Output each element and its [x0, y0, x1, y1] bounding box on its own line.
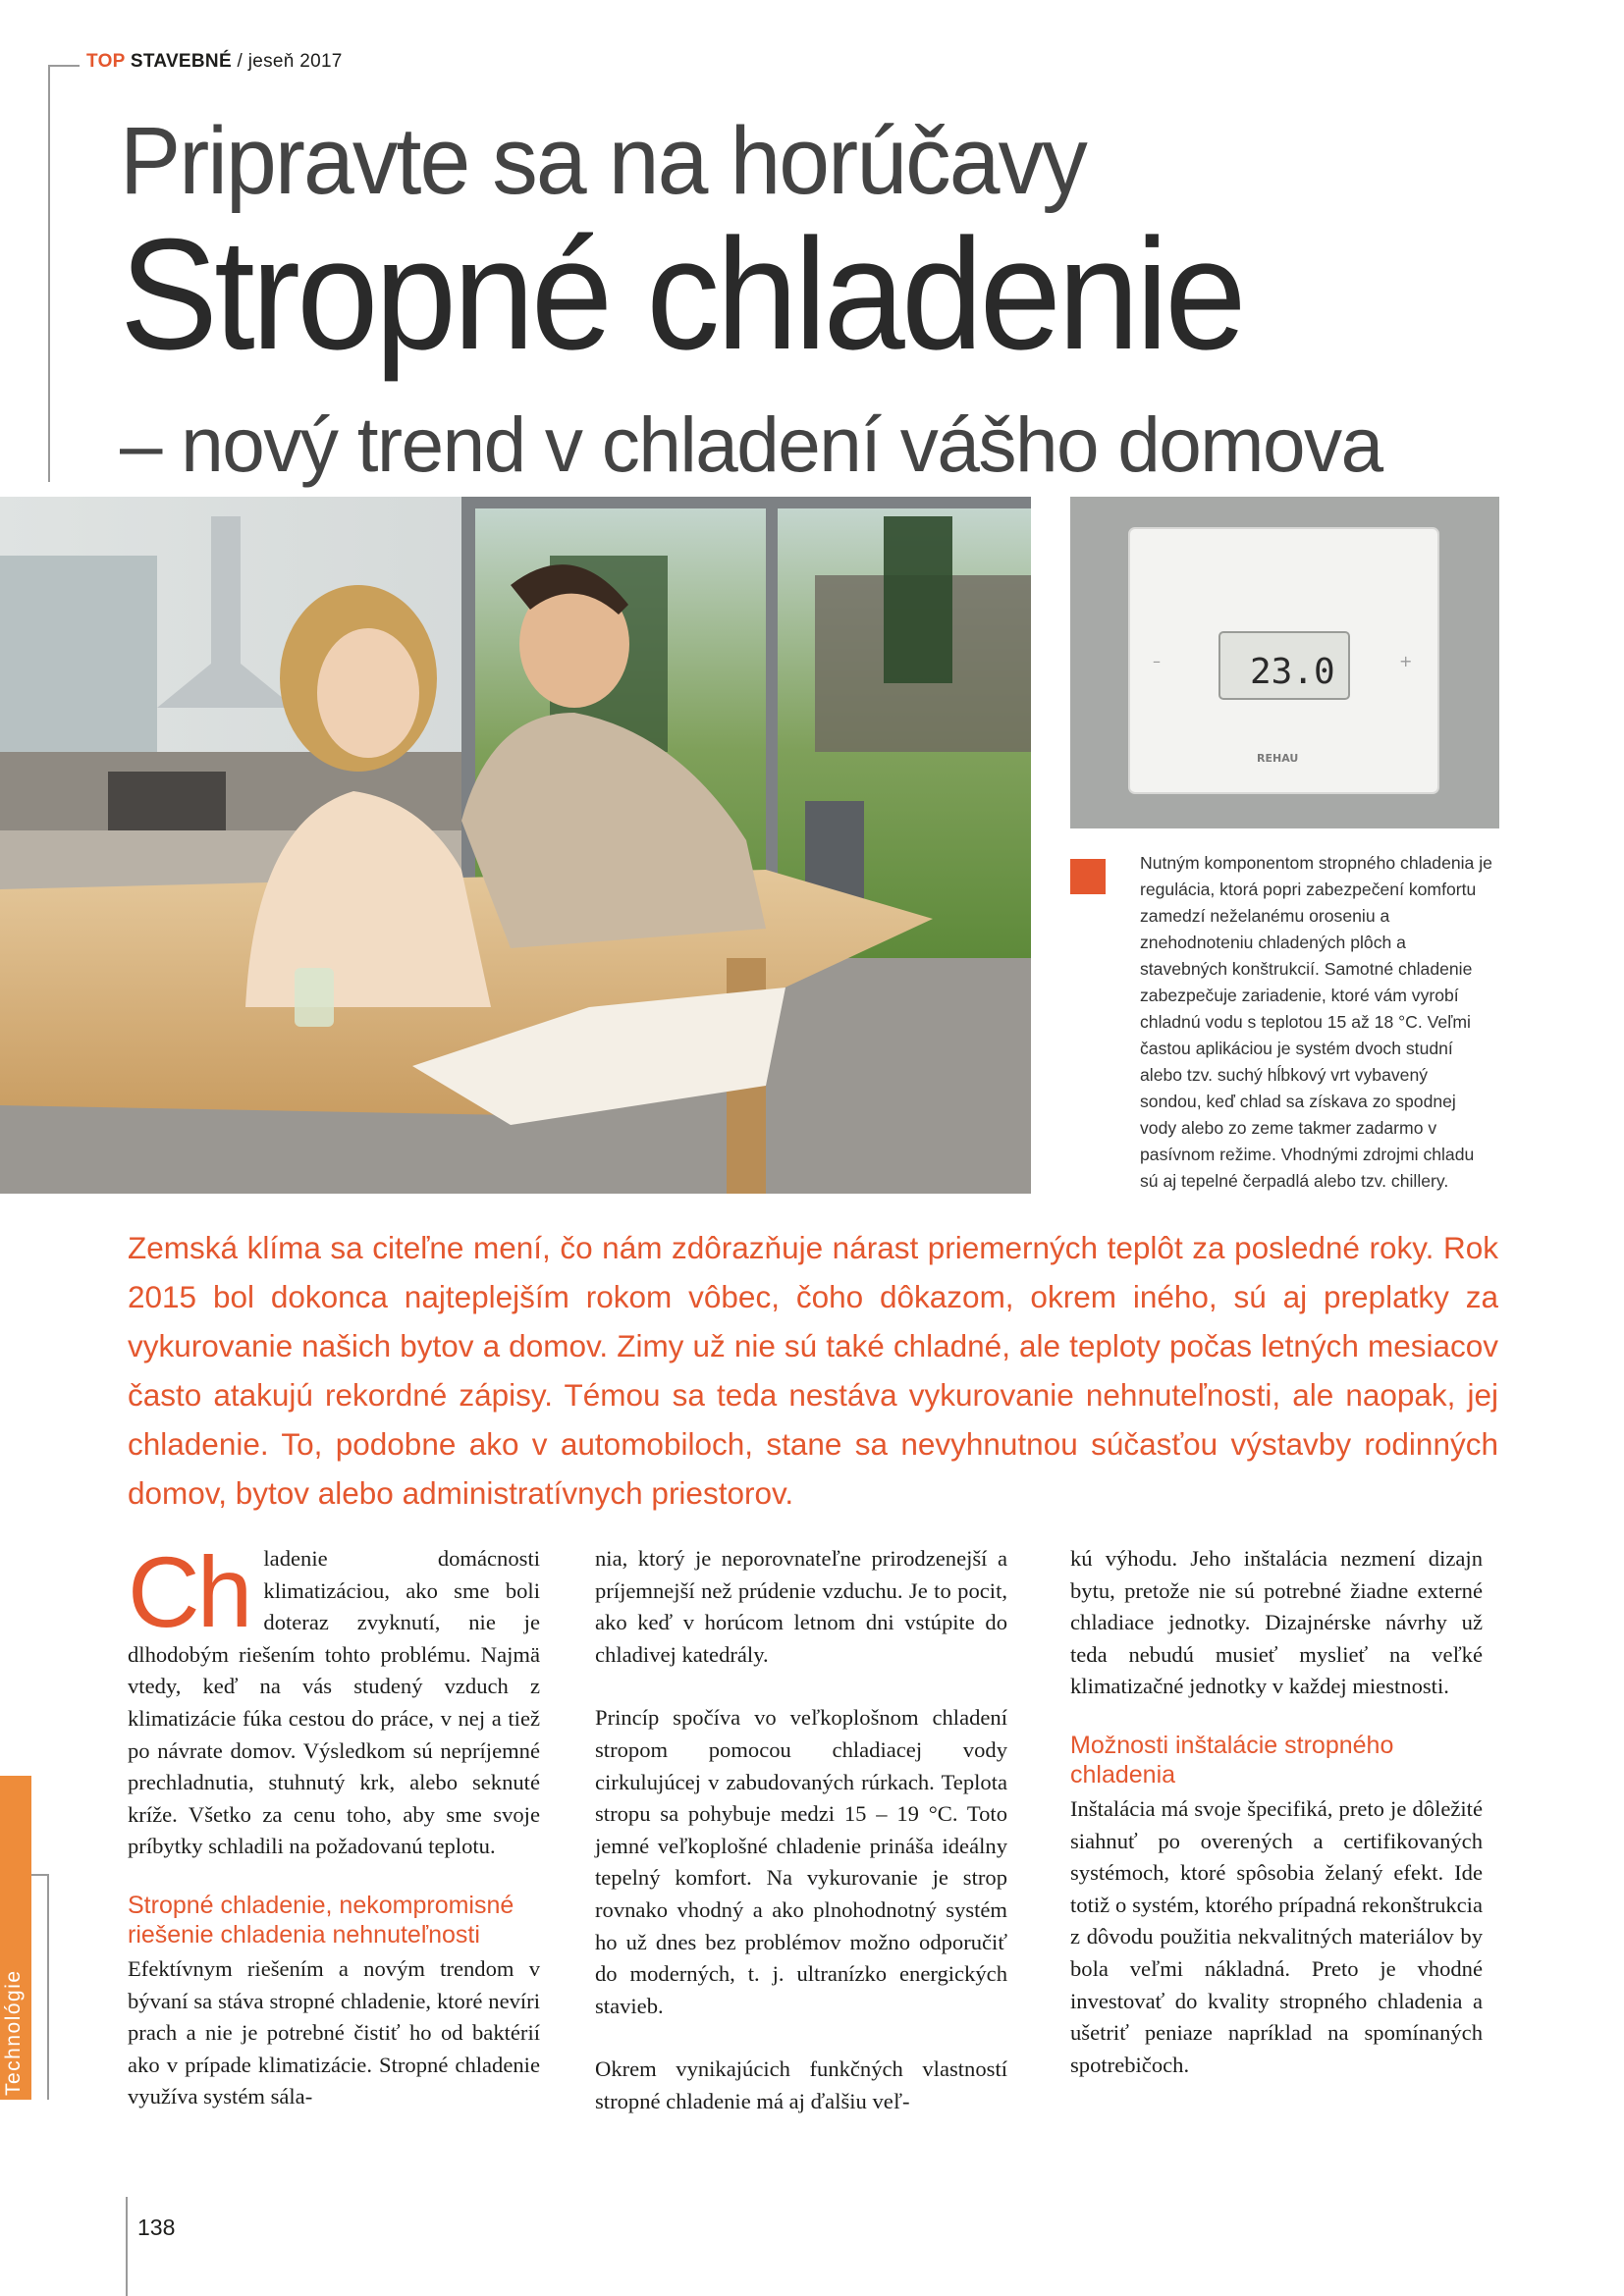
header-rule-vertical: [48, 65, 50, 482]
body-paragraph: Princíp spočíva vo veľkoplošnom chladení stropom pomocou chladiacej vody cirkulujúcej v zabudovaných rúrkach. Teplota stropu sa pohybuje medzi 15 – 19 °C. Toto jemné veľkoplošné chladenie prináša ideálny tepelný komfort. Na vykurovanie je strop rovnako vhodný a ako plnohodnotný systém ho už dnes bez problémov možno odporučiť do moderných, t. j. ultranízko energických stavieb.: [595, 1705, 1007, 2018]
body-paragraph: Ch ladenie domácnosti klimatizáciou, ako sme boli doteraz zvyknutí, nie je dlhodobým riešením tohto problému. Najmä vtedy, keď na vás studený vzduch z klimatizácie fúka cestou do práce, v nej a tiež po návrate domov. Výsledkom sú nepríjemné prechladnutia, stuhnutý krk, alebo seknuté kríže. Všetko za cenu toho, aby sme svoje príbytky schladili na požadovanú teplotu.: [128, 1536, 540, 1859]
page-number: 138: [137, 2215, 176, 2240]
header-rule-horizontal: [48, 65, 80, 67]
photo-caption: Nutným komponentom stropného chladenia je regulácia, ktorá popri zabezpečení komfortu zamedzí neželanému oroseniu a znehodnoteniu chladených plôch a stavebných konštrukcií. Samotné chladenie zabezpečuje zariadenie, ktoré vám vyrobí chladnú vodu s teplotou 15 až 18 °C. Veľmi častou aplikáciou je systém dvoch studní alebo tzv. suchý hĺbkový vrt vybavený sondou, keď chlad sa získava zo spodnej vody alebo zo zeme takmer zadarmo v pasívnom režime. Vhodnými zdrojmi chladu sú aj tepelné čerpadlá alebo tzv. chillery.: [1140, 853, 1492, 1191]
header-separator: /: [237, 51, 244, 72]
drop-cap: Ch: [128, 1536, 250, 1648]
brand-name: STAVEBNÉ: [130, 51, 232, 72]
subheading-installation: Možnosti inštalácie stropného chladenia: [1070, 1731, 1394, 1789]
section-tab-rule: [31, 1874, 47, 1876]
thermostat-photo: [1070, 497, 1499, 828]
body-paragraph: nia, ktorý je neporovnateľne prirodzenejší a príjemnejší než prúdenie vzduchu. Je to pocit, ako keď v horúcom letnom dni vstúpite do chladivej katedrály.: [595, 1546, 1007, 1667]
running-head: [86, 51, 343, 73]
folio-rule: [126, 2197, 128, 2296]
thermostat-display: 23.0: [1250, 652, 1335, 692]
issue-label: jeseň 2017: [247, 51, 343, 72]
svg-text:–: –: [1153, 652, 1161, 670]
lead-paragraph: Zemská klíma sa citeľne mení, čo nám zdôrazňuje nárast priemerných teplôt za posledné roky. Rok 2015 bol dokonca najteplejším rokom vôbec, čoho dôkazom, okrem iného, sú aj preplatky za vykurovanie našich bytov a domov. Zimy už nie sú také chladné, ale teploty počas letných mesiacov často atakujú rekordné zápisy. Témou sa teda nestáva vykurovanie nehnuteľnosti, ale naopak, jej chladenie. To, podobne ako v automobiloch, stane sa nevyhnutnou súčasťou výstavby rodinných domov, bytov alebo administratívnych priestorov.: [128, 1230, 1498, 1511]
brand-top: TOP: [86, 51, 126, 72]
body-paragraph: Okrem vynikajúcich funkčných vlastností stropné chladenie má aj ďalšiu veľ-: [595, 2056, 1007, 2113]
body-paragraph: Efektívnym riešením a novým trendom v bývaní sa stáva stropné chladenie, ktoré nevíri prach a nie je potrebné čistiť ho od baktérií ako v prípade klimatizácie. Stropné chladenie využíva systém sála-: [128, 1955, 540, 2109]
article-kicker: Pripravte sa na horúčavy: [120, 107, 1086, 214]
article-subtitle: – nový trend v chladení vášho domova: [120, 400, 1382, 488]
caption-marker: [1070, 859, 1106, 894]
body-column-3: [1070, 1543, 1483, 2081]
body-column-2: [595, 1543, 1007, 2118]
subheading-ceiling-cooling: Stropné chladenie, nekompromisné riešenie chladenia nehnuteľnosti: [128, 1891, 514, 1949]
svg-text:+: +: [1399, 652, 1413, 670]
section-label: Technológie: [2, 1969, 25, 2096]
lifestyle-photo: [0, 497, 1031, 1194]
body-paragraph: kú výhodu. Jeho inštalácia nezmení dizajn bytu, pretože nie sú potrebné žiadne externé chladiace jednotky. Dizajnérske návrhy už teda nebudú musieť myslieť na veľké klimatizačné jednotky v každej miestnosti.: [1070, 1546, 1483, 1699]
thermostat-brand: REHAU: [1257, 752, 1299, 765]
body-column-1: [128, 1536, 540, 2113]
body-paragraph: Inštalácia má svoje špecifiká, preto je dôležité siahnuť po overených a certifikovaných systémoch, ktoré spôsobia želaný efekt. Ide totiž o systém, ktorého prípadná rekonštrukcia z dôvodu použitia nekvalitných materiálov by bola veľmi nákladná. Preto je vhodné investovať do kvality stropného chladenia a ušetriť peniaze napríklad na spomínaných spotrebičoch.: [1070, 1795, 1483, 2077]
article-title: Stropné chladenie: [120, 206, 1243, 383]
section-tab-rule-vertical: [47, 1874, 49, 2100]
